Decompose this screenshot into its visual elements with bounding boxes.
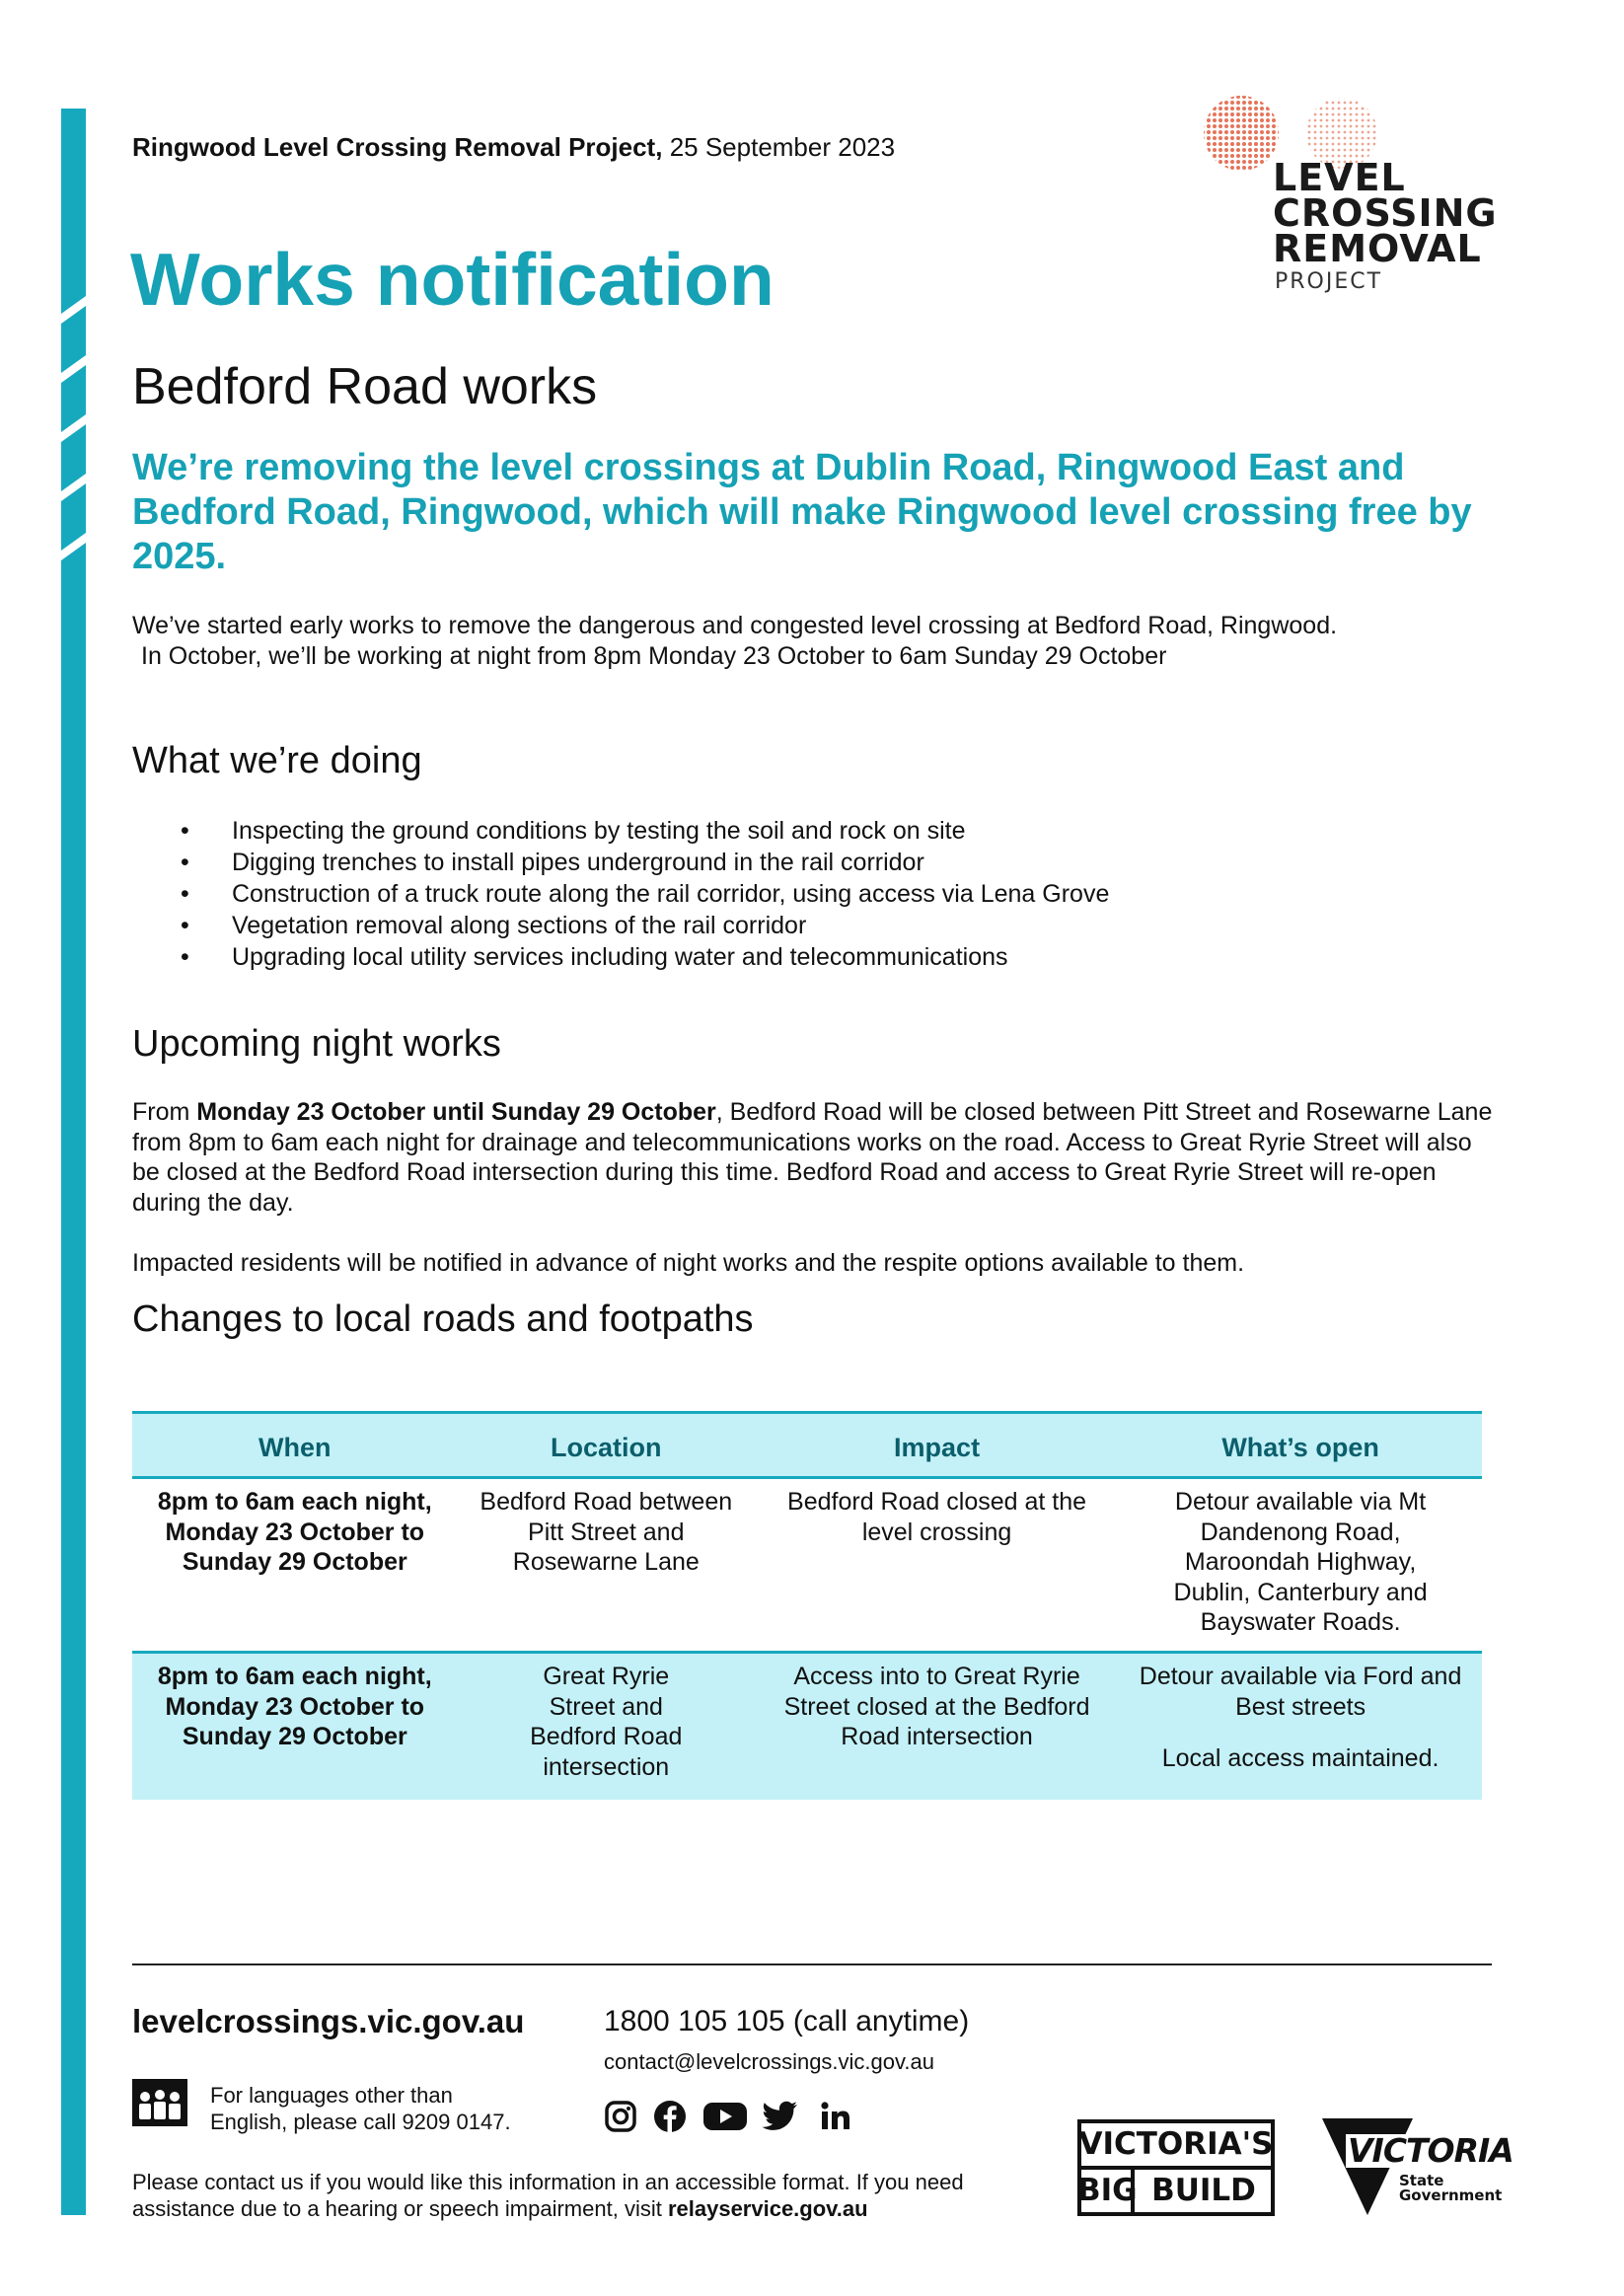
- accessibility-contact: [132, 2169, 1020, 2222]
- list-item: • Digging trenches to install pipes underground in the rail corridor: [178, 847, 1109, 878]
- interpreter-icon: [132, 2079, 187, 2134]
- languages-text: [210, 2082, 511, 2135]
- twitter-icon[interactable]: [762, 2100, 799, 2133]
- cell-open-text: Detour available via Ford and Best streets: [1139, 1663, 1462, 1721]
- contact-text: Please contact us if you would like this information in an accessible format. If you need assistance due to a hearing or speech impairment, visit: [132, 2170, 964, 2221]
- night-details: , Bedford Road will be closed between Pitt Street and Rosewarne Lane from 8pm to 6am each night for drainage and telecommunications works on the road. Access to Great Ryrie Street will also be closed at the Bedford Road intersection during this time. Bedford Road and access to Great Ryrie Street will re-open during the day.: [132, 1098, 1493, 1217]
- logo-word-removal: REMOVAL: [1273, 227, 1482, 270]
- big-build-word-victorias: VICTORIA'S: [1078, 2126, 1274, 2162]
- changes-table: [132, 1411, 1482, 1800]
- list-item: • Vegetation removal along sections of the rail corridor: [178, 910, 1109, 941]
- cell-open-text: Detour available via Mt Dandenong Road, Maroondah Highway, Dublin, Canterbury and Bayswater Roads.: [1173, 1488, 1428, 1636]
- cell-when: 8pm to 6am each night, Monday 23 October to Sunday 29 October: [132, 1653, 458, 1801]
- col-header-when: When: [132, 1413, 458, 1478]
- cell-open: [1119, 1653, 1482, 1801]
- languages-line-1: For languages other than: [210, 2083, 453, 2108]
- list-item: • Inspecting the ground conditions by testing the soil and rock on site: [178, 815, 1109, 847]
- lxrp-logo: [1194, 94, 1498, 301]
- cell-open-extra: Local access maintained.: [1161, 1744, 1439, 1772]
- section-heading-doing: What we’re doing: [132, 740, 422, 781]
- logo-word-project: PROJECT: [1275, 269, 1383, 294]
- instagram-icon[interactable]: [604, 2100, 637, 2133]
- page-subtitle: Bedford Road works: [132, 358, 598, 415]
- doing-list: [178, 815, 1109, 973]
- logo-word-crossing: CROSSING: [1273, 191, 1498, 235]
- intro-text: [132, 611, 1494, 672]
- website-link[interactable]: levelcrossings.vic.gov.au: [132, 2003, 525, 2039]
- night-prefix: From: [132, 1098, 197, 1126]
- footer-divider: [132, 1963, 1492, 1965]
- list-item: • Upgrading local utility services including water and telecommunications: [178, 941, 1109, 973]
- cell-location: Bedford Road between Pitt Street and Rosewarne Lane: [458, 1478, 755, 1653]
- facebook-icon[interactable]: [653, 2100, 687, 2133]
- cell-when: 8pm to 6am each night, Monday 23 October to Sunday 29 October: [132, 1478, 458, 1653]
- col-header-location: Location: [458, 1413, 755, 1478]
- table-row: [132, 1478, 1482, 1653]
- intro-line-1: We’ve started early works to remove the dangerous and congested level crossing at Bedford Road, Ringwood.: [132, 612, 1338, 639]
- email-link[interactable]: contact@levelcrossings.vic.gov.au: [604, 2049, 934, 2074]
- list-item: • Construction of a truck route along the rail corridor, using access via Lena Grove: [178, 878, 1109, 910]
- stripe-pattern: [61, 296, 86, 582]
- relay-service-link[interactable]: relayservice.gov.au: [667, 2196, 868, 2221]
- victorias-big-build-logo: [1077, 2119, 1275, 2216]
- big-build-word-build: BUILD: [1151, 2173, 1256, 2208]
- section-heading-night-works: Upcoming night works: [132, 1023, 501, 1065]
- table-header-row: [132, 1413, 1482, 1478]
- victoria-state-government-logo: [1322, 2116, 1513, 2217]
- cell-impact: Access into to Great Ryrie Street closed at the Bedford Road intersection: [755, 1653, 1119, 1801]
- residents-notice: Impacted residents will be notified in advance of night works and the respite options available to them.: [132, 1248, 1245, 1277]
- col-header-open: What’s open: [1119, 1413, 1482, 1478]
- phone-number: 1800 105 105 (call anytime): [604, 2005, 970, 2037]
- section-heading-changes: Changes to local roads and footpaths: [132, 1298, 754, 1340]
- languages-line-2: English, please call 9209 0147.: [210, 2110, 511, 2134]
- header-date: 25 September 2023: [669, 132, 896, 162]
- night-works-text: [132, 1097, 1494, 1278]
- cell-location: Great Ryrie Street and Bedford Road intersection: [458, 1653, 755, 1801]
- project-name: Ringwood Level Crossing Removal Project,: [132, 132, 663, 162]
- victoria-wordmark: VICTORIA: [1348, 2131, 1513, 2170]
- government-text: Government: [1399, 2186, 1503, 2204]
- state-text: State: [1399, 2172, 1444, 2189]
- youtube-icon[interactable]: [702, 2100, 748, 2133]
- header-line: [132, 132, 895, 163]
- table-row: [132, 1653, 1482, 1801]
- page-title: Works notification: [130, 238, 775, 321]
- col-header-impact: Impact: [755, 1413, 1119, 1478]
- cell-open: [1119, 1478, 1482, 1653]
- logo-word-level: LEVEL: [1273, 156, 1406, 199]
- night-works-paragraph: [132, 1097, 1494, 1218]
- big-build-word-big: BIG: [1077, 2173, 1138, 2208]
- linkedin-icon[interactable]: [819, 2100, 850, 2133]
- cell-impact: Bedford Road closed at the level crossing: [755, 1478, 1119, 1653]
- intro-line-2: In October, we’ll be working at night from 8pm Monday 23 October to 6am Sunday 29 October: [141, 642, 1167, 670]
- lead-paragraph: We’re removing the level crossings at Dublin Road, Ringwood East and Bedford Road, Ringwood, which will make Ringwood level crossing free by 2025.: [132, 447, 1472, 577]
- night-dates: Monday 23 October until Sunday 29 October: [196, 1098, 716, 1126]
